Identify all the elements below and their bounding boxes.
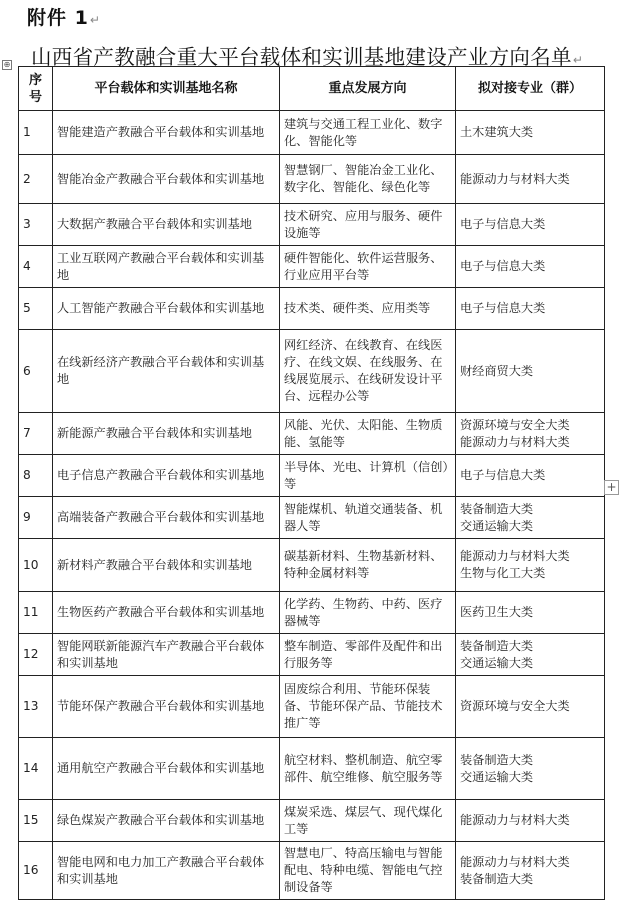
base-name: 绿色煤炭产教融合平台载体和实训基地 [53, 800, 280, 842]
major-item: 能源动力与材料大类 [460, 813, 570, 827]
major-item: 能源动力与材料大类 [460, 549, 570, 563]
row-number: 9 [19, 497, 53, 539]
development-direction: 建筑与交通工程工业化、数字化、智能化等 [280, 111, 456, 155]
base-name: 人工智能产教融合平台载体和实训基地 [53, 288, 280, 330]
table-row [19, 676, 605, 738]
table-row [19, 539, 605, 592]
major-item: 资源环境与安全大类 [460, 699, 570, 713]
base-name: 电子信息产教融合平台载体和实训基地 [53, 455, 280, 497]
major-item: 能源动力与材料大类 [460, 854, 570, 869]
add-column-icon[interactable]: + [604, 480, 619, 495]
row-number: 11 [19, 592, 53, 634]
row-number: 2 [19, 155, 53, 204]
row-number: 4 [19, 246, 53, 288]
major-group [456, 800, 605, 842]
major-group [456, 413, 605, 455]
table-row [19, 246, 605, 288]
major-item: 电子与信息大类 [460, 217, 546, 231]
development-direction: 技术类、硬件类、应用类等 [280, 288, 456, 330]
major-group [456, 288, 605, 330]
attachment-label: 附件 1↵ [27, 7, 101, 29]
major-item: 交通运输大类 [460, 769, 534, 784]
major-group [456, 539, 605, 592]
development-direction: 固废综合利用、节能环保装备、节能环保产品、节能技术推广等 [280, 676, 456, 738]
development-direction: 半导体、光电、计算机（信创）等 [280, 455, 456, 497]
development-direction: 整车制造、零部件及配件和出行服务等 [280, 634, 456, 676]
major-group [456, 246, 605, 288]
base-name: 通用航空产教融合平台载体和实训基地 [53, 738, 280, 800]
major-item: 能源动力与材料大类 [460, 434, 570, 449]
row-number: 12 [19, 634, 53, 676]
row-number: 8 [19, 455, 53, 497]
paragraph-mark-icon: ↵ [572, 53, 584, 67]
row-number: 5 [19, 288, 53, 330]
development-direction: 化学药、生物药、中药、医疗器械等 [280, 592, 456, 634]
table-row [19, 842, 605, 900]
direction-list-table [18, 66, 605, 900]
major-item: 装备制造大类 [460, 752, 534, 767]
row-number: 13 [19, 676, 53, 738]
table-row [19, 155, 605, 204]
base-name: 工业互联网产教融合平台载体和实训基地 [53, 246, 280, 288]
development-direction: 风能、光伏、太阳能、生物质能、氢能等 [280, 413, 456, 455]
table-row [19, 634, 605, 676]
base-name: 高端装备产教融合平台载体和实训基地 [53, 497, 280, 539]
row-number: 15 [19, 800, 53, 842]
base-name: 智能网联新能源汽车产教融合平台载体和实训基地 [53, 634, 280, 676]
development-direction: 技术研究、应用与服务、硬件设施等 [280, 204, 456, 246]
table-row [19, 800, 605, 842]
table-row [19, 330, 605, 413]
row-number: 14 [19, 738, 53, 800]
document-title: 山西省产教融合重大平台载体和实训基地建设产业方向名单↵ [31, 45, 584, 69]
table-row [19, 204, 605, 246]
major-group [456, 330, 605, 413]
major-item: 电子与信息大类 [460, 259, 546, 273]
table-row [19, 455, 605, 497]
major-item: 装备制造大类 [460, 638, 534, 653]
base-name: 节能环保产教融合平台载体和实训基地 [53, 676, 280, 738]
row-number: 6 [19, 330, 53, 413]
table-row [19, 592, 605, 634]
development-direction: 智慧电厂、特高压输电与智能配电、特种电缆、智能电气控制设备等 [280, 842, 456, 900]
major-item: 资源环境与安全大类 [460, 417, 570, 432]
base-name: 新材料产教融合平台载体和实训基地 [53, 539, 280, 592]
development-direction: 航空材料、整机制造、航空零部件、航空维修、航空服务等 [280, 738, 456, 800]
major-group [456, 634, 605, 676]
row-number: 16 [19, 842, 53, 900]
base-name: 生物医药产教融合平台载体和实训基地 [53, 592, 280, 634]
row-number: 3 [19, 204, 53, 246]
major-item: 财经商贸大类 [460, 363, 534, 378]
table-move-handle-icon[interactable]: ⊕ [3, 60, 11, 69]
major-group [456, 455, 605, 497]
table-row [19, 738, 605, 800]
row-number: 10 [19, 539, 53, 592]
table-row [19, 497, 605, 539]
base-name: 智能建造产教融合平台载体和实训基地 [53, 111, 280, 155]
base-name: 智能冶金产教融合平台载体和实训基地 [53, 155, 280, 204]
major-item: 交通运输大类 [460, 655, 534, 670]
major-item: 电子与信息大类 [460, 468, 546, 482]
major-group [456, 676, 605, 738]
major-item: 装备制造大类 [460, 501, 534, 516]
row-number: 1 [19, 111, 53, 155]
header-direction: 重点发展方向 [280, 67, 456, 111]
major-item: 医药卫生大类 [460, 605, 534, 619]
development-direction: 智能煤机、轨道交通装备、机器人等 [280, 497, 456, 539]
base-name: 大数据产教融合平台载体和实训基地 [53, 204, 280, 246]
major-group [456, 592, 605, 634]
major-group [456, 155, 605, 204]
development-direction: 碳基新材料、生物基新材料、特种金属材料等 [280, 539, 456, 592]
major-group [456, 842, 605, 900]
row-number: 7 [19, 413, 53, 455]
header-major: 拟对接专业（群） [456, 67, 605, 111]
header-name: 平台载体和实训基地名称 [53, 67, 280, 111]
major-item: 交通运输大类 [460, 518, 534, 533]
major-group [456, 497, 605, 539]
paragraph-mark-icon: ↵ [89, 13, 101, 27]
major-item: 土木建筑大类 [460, 125, 534, 139]
development-direction: 网红经济、在线教育、在线医疗、在线文娱、在线服务、在线展览展示、在线研发设计平台、远程办公等 [280, 330, 456, 413]
table-row [19, 288, 605, 330]
major-group [456, 111, 605, 155]
base-name: 新能源产教融合平台载体和实训基地 [53, 413, 280, 455]
development-direction: 智慧钢厂、智能冶金工业化、数字化、智能化、绿色化等 [280, 155, 456, 204]
base-name: 智能电网和电力加工产教融合平台载体和实训基地 [53, 842, 280, 900]
major-group [456, 738, 605, 800]
table-row [19, 413, 605, 455]
header-number: 序号 [19, 67, 53, 111]
major-item: 电子与信息大类 [460, 301, 546, 315]
table-header-row [19, 67, 605, 111]
development-direction: 煤炭采选、煤层气、现代煤化工等 [280, 800, 456, 842]
major-item: 装备制造大类 [460, 871, 534, 886]
development-direction: 硬件智能化、软件运营服务、行业应用平台等 [280, 246, 456, 288]
table-row [19, 111, 605, 155]
major-group [456, 204, 605, 246]
base-name: 在线新经济产教融合平台载体和实训基地 [53, 330, 280, 413]
major-item: 能源动力与材料大类 [460, 171, 570, 186]
major-item: 生物与化工大类 [460, 566, 546, 580]
